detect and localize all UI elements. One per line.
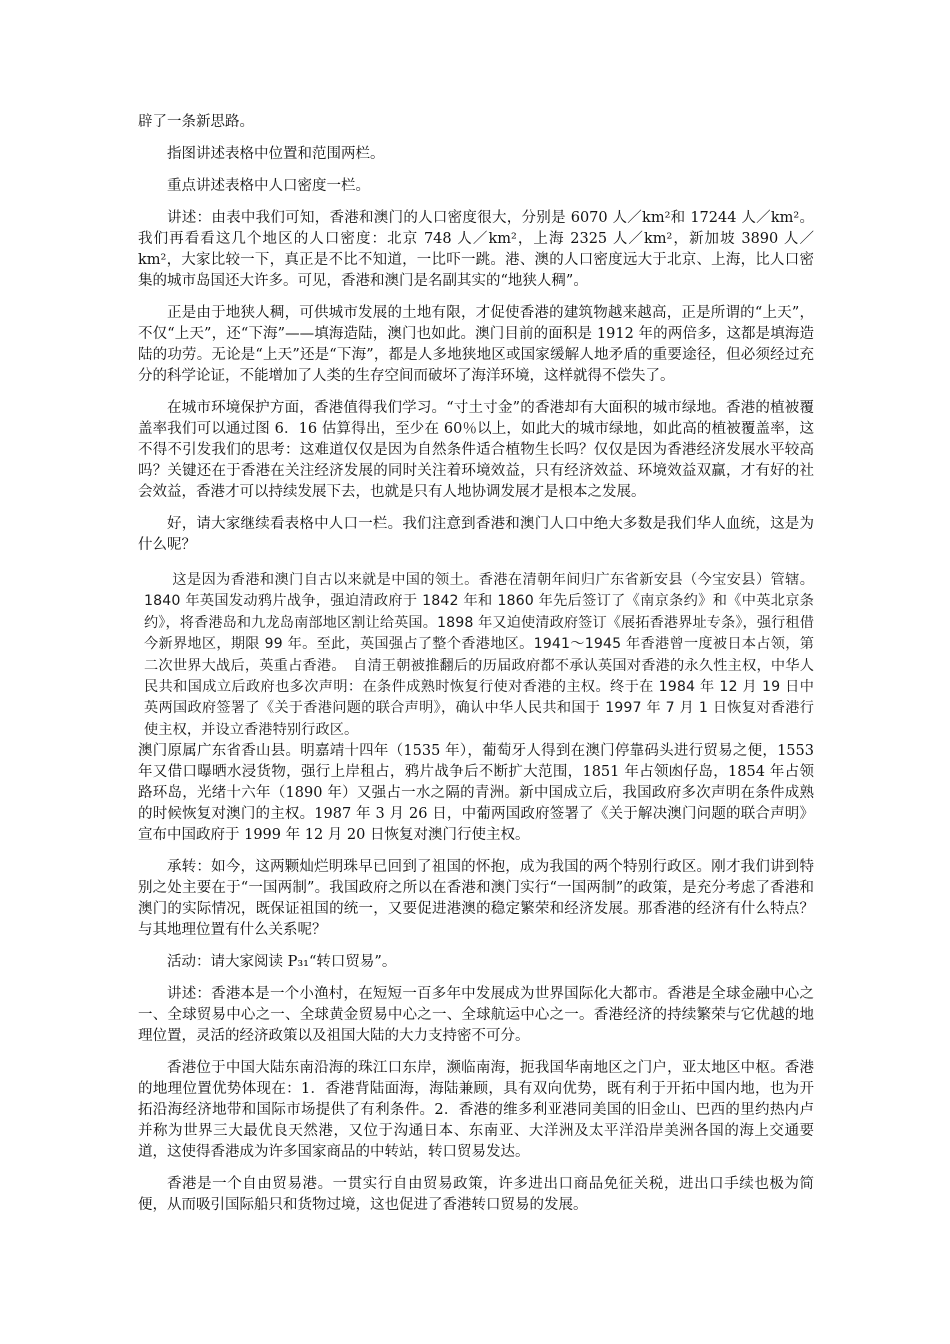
paragraph-urban-environment: 在城市环境保护方面，香港值得我们学习。“寸土寸金”的香港却有大面积的城市绿地。香港的植被覆盖率我们可以通过图 6．16 估算得出，至少在 60％以上，如此大的城市绿地，如此高的植被覆盖率，这不得不引发我们的思考：这难道仅仅是因为自然条件适合植物生长吗？仅仅是因为香港经济发展水平较高吗？关键还在于香港在关注经济发展的同时关注着环境效益，只有经济效益、环境效益双赢，才有好的社会效益，香港才可以持续发展下去，也就是只有人地协调发展才是根本之发展。 [138,400,814,500]
paragraph-population-density: 重点讲述表格中人口密度一栏。 [167,178,370,194]
paragraph-macau-history: 澳门原属广东省香山县。明嘉靖十四年（1535 年），葡萄牙人得到在澳门停靠码头进行贸易之便，1553 年又借口曝晒水浸货物，强行上岸租占，鸦片战争后不断扩大范围，1851 年占领凼仔岛，1854 年占领路环岛，光绪十六年（1890 年）又强占一水之隔的青洲。新中国成立后，我国政府多次声明在条件成熟的时候恢复对澳门的主权。1987 年 3 月 26 日，中葡两国政府签署了《关于解决澳门问题的联合声明》宣布中国政府于 1999 年 12 月 20 日恢复对澳门行使主权。 [138,743,814,844]
paragraph-transition: 承转：如今，这两颗灿烂明珠早已回到了祖国的怀抱，成为我国的两个特别行政区。刚才我们讲到特别之处主要在于“一国两制”。我国政府之所以在香港和澳门实行“一国两制”的政策，是充分考虑了香港和澳门的实际情况，既保证祖国的统一，又要促进港澳的稳定繁荣和经济发展。那香港的经济有什么特点？与其地理位置有什么关系呢？ [138,859,814,939]
paragraph-hk-location: 香港位于中国大陆东南沿海的珠江口东岸，濒临南海，扼我国华南地区之门户，亚太地区中枢。香港的地理位置优势体现在：1．香港背陆面海，海陆兼顾，具有双向优势，既有利于开拓中国内地，也为开拓沿海经济地带和国际市场提供了有利条件。2．香港的维多利亚港同美国的旧金山、巴西的里约热内卢并称为世界三大最优良天然港，又位于沟通日本、东南亚、大洋洲及太平洋沿岸美洲各国的海上交通要道，这使得香港成为许多国家商品的中转站，转口贸易发达。 [138,1060,814,1161]
paragraph-hk-economy: 讲述：香港本是一个小渔村，在短短一百多年中发展成为世界国际化大都市。香港是全球金融中心之一、全球贸易中心之一、全球黄金贸易中心之一、全球航运中心之一。香港经济的持续繁荣与它优越的地理位置，灵活的经济政策以及祖国大陆的大力支持密不可分。 [138,986,814,1045]
paragraph-activity: 活动：请大家阅读 P₃₁“转口贸易”。 [167,954,397,971]
paragraph-land-reclamation: 正是由于地狭人稠，可供城市发展的土地有限，才促使香港的建筑物越来越高，正是所谓的“上天”，不仅“上天”，还“下海”——填海造陆，澳门也如此。澳门目前的面积是 1912 年的两倍多，这都是填海造陆的功劳。无论是“上天”还是“下海”，都是人多地狭地区或国家缓解人地矛盾的重要途径，但必须经过充分的科学论证，不能增加了人类的生存空间而破坏了海洋环境，这样就得不偿失了。 [138,305,814,384]
paragraph-location-range: 指图讲述表格中位置和范围两栏。 [167,146,385,162]
document-page [138,112,814,1227]
scanned-history-block: 这是因为香港和澳门自古以来就是中国的领土。香港在清朝年间归广东省新安县（今宝安县）管辖。1840 年英国发动鸦片战争，强迫清政府于 1842 年和 1860 年先后签订了《南京条约》和《中英北京条约》，将香港岛和九龙岛南部地区割让给英国。1898 年又迫使清政府签订《展拓香港界址专条》，强行租借今新界地区，期限 99 年。至此，英国强占了整个香港地区。1941～1945 年香港曾一度被日本占领，第二次世界大战后，英重占香港。 自清王朝被推翻后的历届政府都不承认英国对香港的永久性主权，中华人民共和国成立后政府也多次声明：在条件成熟时恢复行使对香港的主权。终于在 1984 年 12 月 19 日中英两国政府签署了《关于香港问题的联合声明》，确认中华人民共和国于 1997 年 7 月 1 日恢复对香港行使主权，并设立香港特别行政区。 [144,572,814,738]
paragraph-density-lecture: 讲述：由表中我们可知，香港和澳门的人口密度很大，分别是 6070 人／km²和 17244 人／km²。我们再看看这几个地区的人口密度：北京 748 人／km²，上海 2325 人／km²，新加坡 3890 人／km²，大家比较一下，真正是不比不知道，一比吓一跳。港、澳的人口密度远大于北京、上海，比人口密集的城市岛国还大许多。可见，香港和澳门是名副其实的“地狭人稠”。 [138,210,814,289]
paragraph-population-origin: 好，请大家继续看表格中人口一栏。我们注意到香港和澳门人口中绝大多数是我们华人血统，这是为什么呢？ [138,516,814,553]
paragraph-free-port: 香港是一个自由贸易港。一贯实行自由贸易政策，许多进出口商品免征关税，进出口手续也极为简便，从而吸引国际船只和货物过境，这也促进了香港转口贸易的发展。 [138,1176,814,1214]
paragraph-continuation: 辟了一条新思路。 [138,114,254,130]
